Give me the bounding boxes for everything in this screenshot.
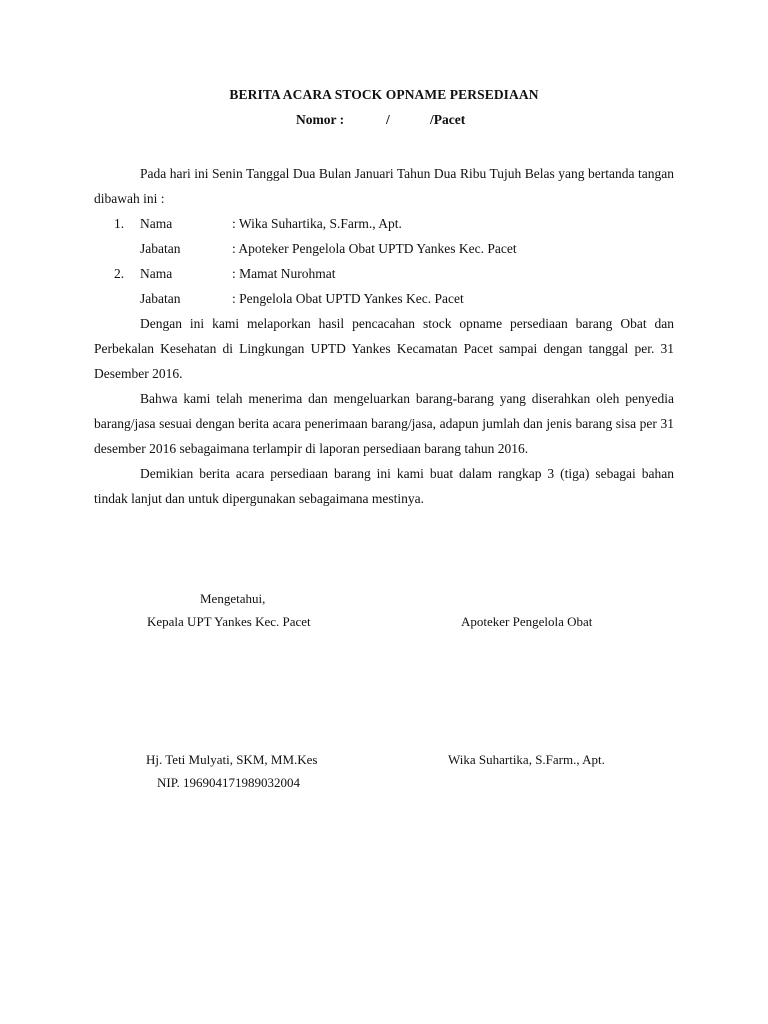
receipt-paragraph: Bahwa kami telah menerima dan mengeluarkan barang-barang yang diserahkan oleh penyedia barang/jasa sesuai dengan berita acara penerimaan barang/jasa, adapun jumlah dan jenis barang sisa per 31 desember 2016 sebagaimana terlampir di laporan persediaan barang tahun 2016.: [94, 391, 674, 456]
right-signer-name: Wika Suhartika, S.Farm., Apt.: [448, 752, 605, 767]
document-title: BERITA ACARA STOCK OPNAME PERSEDIAAN: [229, 87, 539, 102]
field-value: : Apoteker Pengelola Obat UPTD Yankes Kec. Pacet: [232, 241, 517, 256]
right-signer-position: Apoteker Pengelola Obat: [461, 614, 593, 629]
report-paragraph: Dengan ini kami melaporkan hasil pencacahan stock opname persediaan barang Obat dan Perbekalan Kesehatan di Lingkungan UPTD Yankes Kecamatan Pacet sampai dengan tanggal per. 31 Desember 2016.: [94, 316, 674, 381]
acknowledged-label: Mengetahui,: [200, 591, 266, 606]
left-signer-nip: NIP. 196904171989032004: [157, 775, 301, 790]
list-number: 2.: [114, 266, 125, 281]
nomor-separator: /: [386, 112, 390, 127]
field-value: : Pengelola Obat UPTD Yankes Kec. Pacet: [232, 291, 464, 306]
document-number: [296, 112, 465, 128]
field-value: : Wika Suhartika, S.Farm., Apt.: [232, 216, 402, 231]
signer-2-name-row: [94, 261, 674, 286]
intro-paragraph: Pada hari ini Senin Tanggal Dua Bulan Januari Tahun Dua Ribu Tujuh Belas yang bertanda tangan dibawah ini :: [94, 166, 674, 206]
list-number: 1.: [114, 216, 125, 231]
document-body: [94, 161, 674, 511]
field-label: Jabatan: [140, 291, 181, 306]
nomor-suffix: /Pacet: [430, 112, 466, 127]
nomor-label: Nomor :: [296, 112, 345, 127]
field-label: Nama: [140, 216, 173, 231]
field-label: Nama: [140, 266, 173, 281]
field-label: Jabatan: [140, 241, 181, 256]
closing-paragraph: Demikian berita acara persediaan barang ini kami buat dalam rangkap 3 (tiga) sebagai bahan tindak lanjut dan untuk dipergunakan sebagaimana mestinya.: [94, 466, 674, 506]
left-signer-name: Hj. Teti Mulyati, SKM, MM.Kes: [146, 752, 318, 767]
signer-1-name-row: [94, 211, 674, 236]
left-signer-position: Kepala UPT Yankes Kec. Pacet: [147, 614, 311, 629]
signer-2-position-row: [94, 286, 674, 311]
field-value: : Mamat Nurohmat: [232, 266, 336, 281]
signer-1-position-row: [94, 236, 674, 261]
